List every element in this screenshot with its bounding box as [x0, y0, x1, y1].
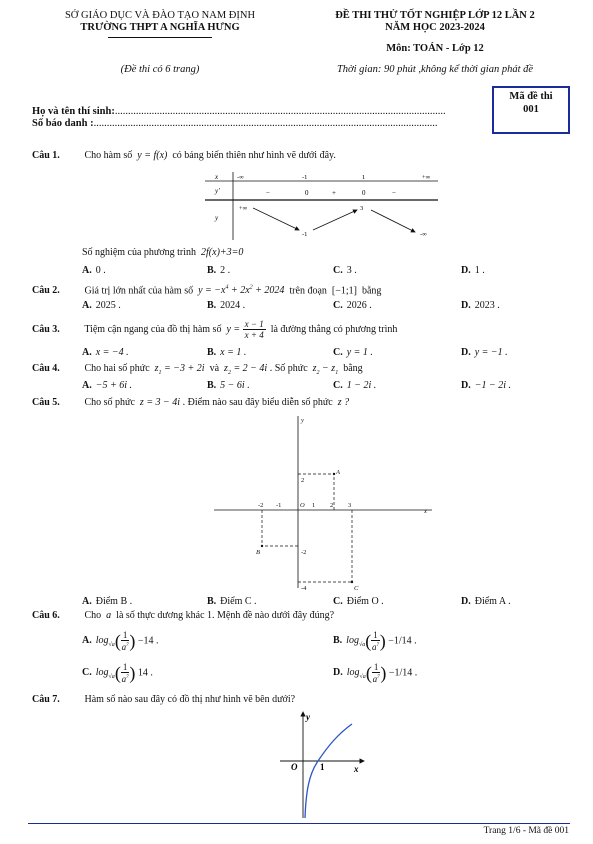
sign: − [266, 189, 270, 197]
formula: $z_2 - z_1$ [310, 363, 339, 376]
y-axis-label: y [306, 712, 310, 722]
footer-rule [28, 823, 570, 824]
formula: z ? [335, 397, 350, 408]
student-name-line [32, 106, 472, 117]
question-text: bằng [361, 285, 382, 297]
question-6 [32, 610, 334, 622]
variation-table [205, 170, 440, 242]
yprime-label: y' [215, 187, 220, 195]
option-d[interactable]: D. 2023 . [461, 300, 500, 311]
option-b[interactable]: B. Điểm C . [207, 596, 257, 607]
question-text: Cho hàm số [84, 150, 133, 161]
point-label: C [354, 585, 359, 592]
question-3 [32, 318, 397, 342]
exam-title: ĐỀ THI THỬ TỐT NGHIỆP LỚP 12 LẦN 2 [335, 10, 535, 21]
page-footer: Trang 1/6 - Mã đề 001 [483, 826, 569, 836]
dept-name: SỞ GIÁO DỤC VÀ ĐÀO TẠO NAM ĐỊNH [64, 10, 256, 21]
option-c[interactable]: C. 3 . [333, 265, 357, 276]
sign: + [332, 189, 336, 197]
option-b[interactable]: B. 2024 . [207, 300, 246, 311]
formula: 2f(x)+3=0 [198, 247, 244, 258]
option-d[interactable]: D. $\log_{√a}$( $\frac{1}{a^7}$ ) −1/14 . [333, 662, 418, 684]
tick-label: 1 [320, 762, 325, 772]
question-number: Câu 2. [32, 285, 60, 297]
question-1-followup [82, 246, 243, 260]
formula: y = f(x) [134, 150, 170, 161]
sign: 0 [362, 189, 366, 197]
formula: $z_1 = -3 + 2i$ [152, 363, 208, 376]
x-tick-label: 2 [330, 502, 334, 509]
question-number: Câu 3. [32, 324, 60, 335]
exam-code-box [492, 86, 570, 134]
origin-label: O [291, 762, 298, 772]
option-a[interactable]: A. x = −4 . [82, 347, 129, 358]
question-text: . Số phức [269, 363, 308, 374]
question-text: là đường thẳng có phương trình [270, 324, 398, 335]
log-curve [305, 724, 352, 818]
x-tick-label: -1 [276, 502, 282, 509]
question-number: Câu 4. [32, 363, 60, 374]
option-c[interactable]: C. 1 − 2i . [333, 380, 377, 391]
point-label: B [256, 549, 260, 556]
y-val: -∞ [420, 231, 427, 238]
exam-code-label: Mã đề thi [509, 91, 553, 102]
question-text: có bảng biến thiên như hình vẽ dưới đây. [172, 150, 336, 161]
arrow-up [313, 210, 357, 230]
question-text: và [209, 363, 220, 374]
option-c[interactable]: C. $\log_{√a}$( $\frac{1}{a^7}$ ) 14 . [82, 662, 153, 684]
option-b[interactable]: B. 5 − 6i . [207, 380, 250, 391]
question-number: Câu 7. [32, 694, 60, 705]
option-d[interactable]: D. y = −1 . [461, 347, 508, 358]
question-text: . Điểm nào sau đây biểu diễn số phức [182, 397, 333, 408]
question-5 [32, 397, 349, 409]
option-b[interactable]: B. $\log_{√a}$( $\frac{1}{a^7}$ ) −1/14 . [333, 630, 417, 652]
exam-time: Thời gian: 90 phút ,không kể thời gian phát đề [336, 64, 534, 75]
point-b [261, 545, 263, 547]
student-id-label: Số báo danh : [32, 118, 94, 129]
question-text: Số nghiệm của phương trình [82, 247, 197, 258]
student-id-dots: ................................................................................................................................... [93, 118, 438, 129]
page-count: (Đề thi có 6 trang) [120, 64, 200, 75]
option-d[interactable]: D. −1 − 2i . [461, 380, 512, 391]
formula: [−1;1] [329, 285, 360, 297]
x-val: 1 [362, 174, 366, 181]
complex-plane-graph [212, 412, 438, 592]
x-val: +∞ [422, 174, 431, 181]
log-graph [276, 706, 372, 820]
question-number: Câu 5. [32, 397, 60, 408]
option-d[interactable]: D. 1 . [461, 265, 485, 276]
x-tick-label: -2 [258, 502, 264, 509]
point-a [333, 473, 335, 475]
arrow-down [371, 210, 415, 232]
arrow-down [253, 208, 299, 230]
question-4 [32, 363, 363, 379]
school-year: NĂM HỌC 2023-2024 [385, 22, 485, 33]
formula: $y = -x^4 + 2x^2 + 2024$ [195, 285, 287, 297]
y-axis-label: y [301, 417, 304, 424]
formula: a [103, 610, 114, 621]
question-text: Hàm số nào sau đây có đồ thị như hình vẽ bên dưới? [84, 694, 296, 705]
origin-label: O [300, 502, 305, 509]
y-tick-label: 2 [301, 477, 305, 484]
option-a[interactable]: A. 2025 . [82, 300, 121, 311]
point-c [351, 581, 353, 583]
school-name: TRƯỜNG THPT A NGHĨA HƯNG [80, 22, 240, 33]
option-c[interactable]: C. 2026 . [333, 300, 372, 311]
option-a[interactable]: A. −5 + 6i . [82, 380, 133, 391]
exam-code: 001 [523, 104, 539, 115]
option-c[interactable]: C. y = 1 . [333, 347, 373, 358]
x-val: -∞ [237, 174, 244, 181]
question-1 [32, 150, 336, 162]
formula: y = $\frac{x - 1}{x + 4}$ [223, 319, 264, 341]
y-val: +∞ [239, 205, 248, 212]
option-a[interactable]: A. $\log_{√a}$( $\frac{1}{a^7}$ ) −14 . [82, 630, 159, 652]
option-a[interactable]: A. 0 . [82, 265, 106, 276]
question-7 [32, 694, 295, 706]
sign: − [392, 189, 396, 197]
question-text: Cho hai số phức [84, 363, 150, 374]
question-2 [32, 282, 381, 297]
option-c[interactable]: C. Điểm O . [333, 596, 384, 607]
student-name-dots: .............................................................................................................................. [114, 106, 446, 117]
question-text: Tiệm cận ngang của đồ thị hàm số [84, 324, 222, 335]
formula: z = 3 − 4i [137, 397, 181, 408]
x-label: x [215, 173, 219, 181]
y-tick-label: -2 [301, 549, 307, 556]
sign: 0 [305, 189, 309, 197]
y-val: -1 [302, 231, 308, 238]
option-b[interactable]: B. x = 1 . [207, 347, 247, 358]
student-id-line [32, 118, 472, 129]
y-val: 3 [360, 205, 364, 212]
option-b[interactable]: B. 2 . [207, 265, 231, 276]
formula: $z_2 = 2 - 4i$ [221, 363, 268, 376]
x-tick-label: 1 [312, 502, 316, 509]
student-name-label: Họ và tên thí sinh: [32, 106, 115, 117]
option-d[interactable]: D. Điểm A . [461, 596, 511, 607]
x-val: -1 [302, 174, 308, 181]
subject: Môn: TOÁN - Lớp 12 [386, 43, 484, 54]
option-a[interactable]: A. Điểm B . [82, 596, 133, 607]
header-rule [108, 37, 212, 38]
y-tick-label: -4 [301, 585, 307, 592]
question-text: Cho [84, 610, 102, 621]
y-label: y [215, 214, 219, 222]
point-label: A [336, 469, 340, 476]
question-text: trên đoạn [289, 285, 327, 297]
x-axis-label: x [424, 508, 427, 515]
x-axis-label: x [354, 764, 359, 774]
question-text: là số thực dương khác 1. Mệnh đề nào dưới đây đúng? [116, 610, 335, 621]
x-tick-label: 3 [348, 502, 352, 509]
question-text: Giá trị lớn nhất của hàm số [84, 285, 194, 297]
question-text: bằng [343, 363, 363, 374]
question-number: Câu 6. [32, 610, 60, 621]
question-number: Câu 1. [32, 150, 60, 161]
question-text: Cho số phức [84, 397, 135, 408]
